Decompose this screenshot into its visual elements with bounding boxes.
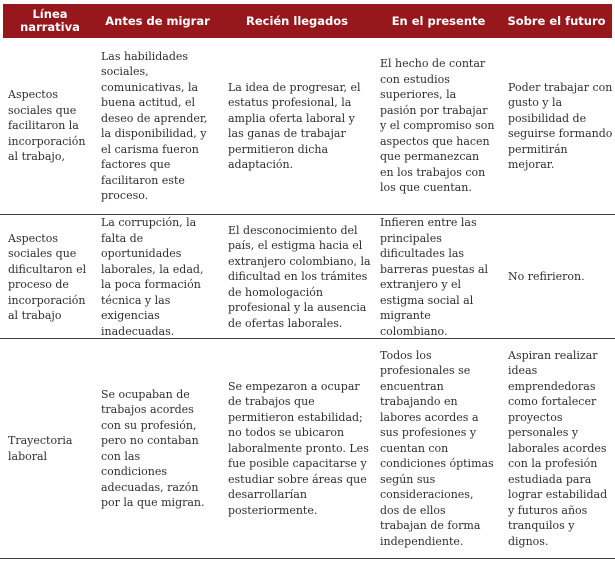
cell-sobre-el-futuro xyxy=(501,38,615,214)
cell-recien-llegados xyxy=(218,339,376,558)
cell-linea-narrativa xyxy=(0,38,97,214)
cell-text: Trayectoria laboral xyxy=(8,434,73,463)
table-row-trayectoria-laboral xyxy=(0,339,615,559)
cell-text: Todos los profesionales se encuentran trabajando en labores acordes a sus profesiones y cuentan con condiciones óptimas según sus consideraciones, dos de ellos trabajan de forma independiente. xyxy=(380,348,494,548)
cell-recien-llegados xyxy=(218,215,376,339)
table-row-aspectos-facilitaron xyxy=(0,38,615,215)
cell-sobre-el-futuro xyxy=(501,215,615,339)
cell-text: Aspiran realizar ideas emprendedoras como fortalecer proyectos personales y laborales acordes con la profesión estudiada para lograr estabilidad y futuros años tranquilos y dignos. xyxy=(508,348,608,548)
cell-text: Se ocupaban de trabajos acordes con su profesión, pero no contaban con las condiciones adecuadas, razón por la que migran. xyxy=(101,387,205,509)
cell-antes-de-migrar xyxy=(97,38,218,214)
cell-text: Aspectos sociales que facilitaron la incorporación al trabajo, xyxy=(8,88,86,164)
cell-text: No refirieron. xyxy=(508,270,585,284)
cell-text: El hecho de contar con estudios superiores, la pasión por trabajar y el compromiso son aspectos que hacen que permanezcan en los trabajos con los que cuentan. xyxy=(380,57,495,195)
column-header-sobre-el-futuro: Sobre el futuro xyxy=(507,13,606,28)
cell-text: Las habilidades sociales, comunicativas, la buena actitud, el deseo de aprender, la disponibilidad, y el carisma fueron factores que facilitaron este proceso. xyxy=(101,49,208,202)
table-row-aspectos-dificultaron xyxy=(0,215,615,339)
cell-en-el-presente xyxy=(376,339,501,558)
cell-sobre-el-futuro xyxy=(501,339,615,558)
cell-linea-narrativa xyxy=(0,215,97,339)
column-header-linea-narrativa: Línea narrativa xyxy=(20,7,80,34)
cell-recien-llegados xyxy=(218,38,376,214)
cell-text: El desconocimiento del país, el estigma hacia el extranjero colombiano, la dificultad en los trámites de homologación profesional y la ausencia de ofertas laborales. xyxy=(228,223,371,330)
cell-text: La idea de progresar, el estatus profesional, la amplia oferta laboral y las ganas de trabajar permitieron dicha adaptación. xyxy=(228,80,361,171)
cell-text: Poder trabajar con gusto y la posibilidad de seguirse formando permitirán mejorar. xyxy=(508,80,613,171)
cell-antes-de-migrar xyxy=(97,339,218,558)
cell-text: Aspectos sociales que dificultaron el proceso de incorporación al trabajo xyxy=(8,231,87,322)
cell-linea-narrativa xyxy=(0,339,97,558)
column-header-antes-de-migrar: Antes de migrar xyxy=(105,13,210,28)
cell-en-el-presente xyxy=(376,215,501,339)
column-header-recien-llegados: Recién llegados xyxy=(245,13,349,28)
cell-antes-de-migrar xyxy=(97,215,218,339)
table-header-row xyxy=(3,4,612,38)
cell-text: La corrupción, la falta de oportunidades laborales, la edad, la poca formación técnica y las exigencias inadecuadas. xyxy=(101,216,204,338)
cell-en-el-presente xyxy=(376,38,501,214)
column-header-en-el-presente: En el presente xyxy=(391,13,486,28)
cell-text: Infieren entre las principales dificultades las barreras puestas al extranjero y el estigma social al migrante colombiano. xyxy=(380,216,489,338)
cell-text: Se empezaron a ocupar de trabajos que permitieron estabilidad; no todos se ubicaron laboralmente pronto. Les fue posible capacitarse y estudiar sobre áreas que desarrollarían posteriormente. xyxy=(228,379,369,517)
